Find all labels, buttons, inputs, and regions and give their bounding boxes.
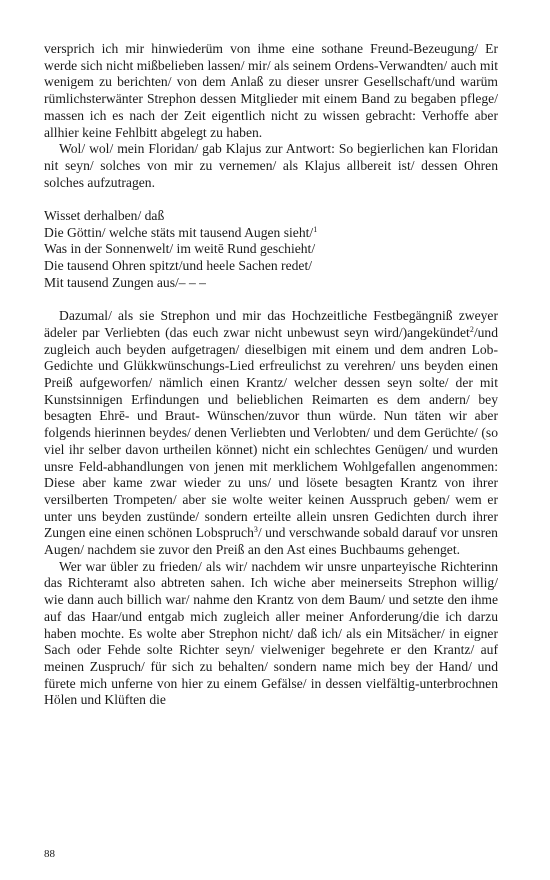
verse-line: Wisset derhalben/ daß bbox=[44, 208, 165, 224]
verse-line: Die tausend Ohren spitzt/und heele Sachen redet/ bbox=[44, 258, 313, 274]
footnote-marker: 3 bbox=[253, 525, 258, 535]
paragraph: Dazumal/ als sie Strephon und mir das Hochzeitliche Festbegängniß zweyer ädeler par Verliebten (das euch zwar nicht unbewust seyn wird/)angekündet$^2$/und zugleich auch beyden aufgetragen/ dieselbigen mit einem und dem andren Lob-Gedichte und Glükkwünschungs-Lied erfreulichst zu verehren/ uns beyden einen Preiß aufgeworfen/ nämlich einen Krantz/ welcher dessen seyn solte/ der mit Kunstsinnigen Erfindungen und belieblichen Reimarten es dem andern/ bey besagten Ehrē- und Braut- Wünschen/zuvor thun würde. Nun täten wir aber folgends hierinnen beydes/ denen Verliebten und Verlobten/ und dem Gerüchte/ (so viel ihr selber davon urtheilen könnet) nicht ein schlechtes Genügen/ und wurden unsre Feld-abhandlungen von jenen mit merklichem Wohlgefallen angenommen: Diese aber kame zwar wieder zu uns/ und lösete besagten Krantz von ihrer versilberten Trompeten/ aber sie wolte weiter keinen Ausspruch geben/ wem er unter uns beyden zustünde/ sondern erteilte allein unsren Gedichten durch ihrer Zungen eine einen schönen Lobspruch$^3$/ und verschwande sobald darauf vor unsren Augen/ nachdem sie zuvor den Preiß an den Ast eines Buchbaums gehenget. bbox=[44, 308, 498, 558]
verse-line: Die Göttin/ welche stäts mit tausend Augen sieht/$^1$ bbox=[44, 224, 318, 240]
document-page bbox=[44, 41, 498, 709]
verse-line: Mit tausend Zungen aus/– – – bbox=[44, 274, 206, 290]
paragraph: versprich ich mir hinwiederüm von ihme eine sothane Freund-Bezeugung/ Er werde sich nicht mißbelieben lassen/ mir/ als seinem Ordens-Verwandten/ auch mit wenigem zu berichten/ von dem Anlaß zu dieser unsrer Gesellschaft/und warüm rümlichsterwänter Strephon dessen Mitglieder mit einem Band zu begaben pflege/ massen ich es nach der Zeit eigentlich nicht zu wissen gebracht: Verhoffe aber allhier keine Fehlbitt abgelegt zu haben. bbox=[44, 41, 498, 140]
verse-block bbox=[44, 208, 498, 292]
footnote-marker: 2 bbox=[469, 324, 474, 334]
footnote-marker: 1 bbox=[313, 224, 318, 234]
paragraph: Wer war übler zu frieden/ als wir/ nachdem wir unsre unparteyische Richterinn das Richteramt also abtreten sahen. Ich wiche aber meinerseits Strephon willig/ wie dann auch billich war/ nahme den Krantz von dem Baum/ und setzte den ihme auf das Haar/und entgab mich zugleich aller meiner Anforderung/die ich darzu haben mochte. Es wolte aber Strephon nicht/ daß ich/ als ein Mitsächer/ in eigner Sach oder Fehde solte Richter seyn/ vielweniger begehrete er den Krantz/ auf meinen Zuspruch/ für sich zu behalten/ sondern name mich bey der Hand/ und fürete mich unferne von hier zu einem Gefälse/ in dessen vielfältig-unterbrochnen Hölen und Klüften die bbox=[44, 558, 498, 708]
paragraph: Wol/ wol/ mein Floridan/ gab Klajus zur Antwort: So begierlichen kan Floridan nit seyn/ solches von mir zu vernemen/ als Klajus allbereit ist/ dessen Ohren solches aufzutragen. bbox=[44, 141, 498, 190]
page-number: 88 bbox=[44, 848, 55, 860]
verse-line: Was in der Sonnenwelt/ im weitē Rund geschieht/ bbox=[44, 241, 316, 257]
